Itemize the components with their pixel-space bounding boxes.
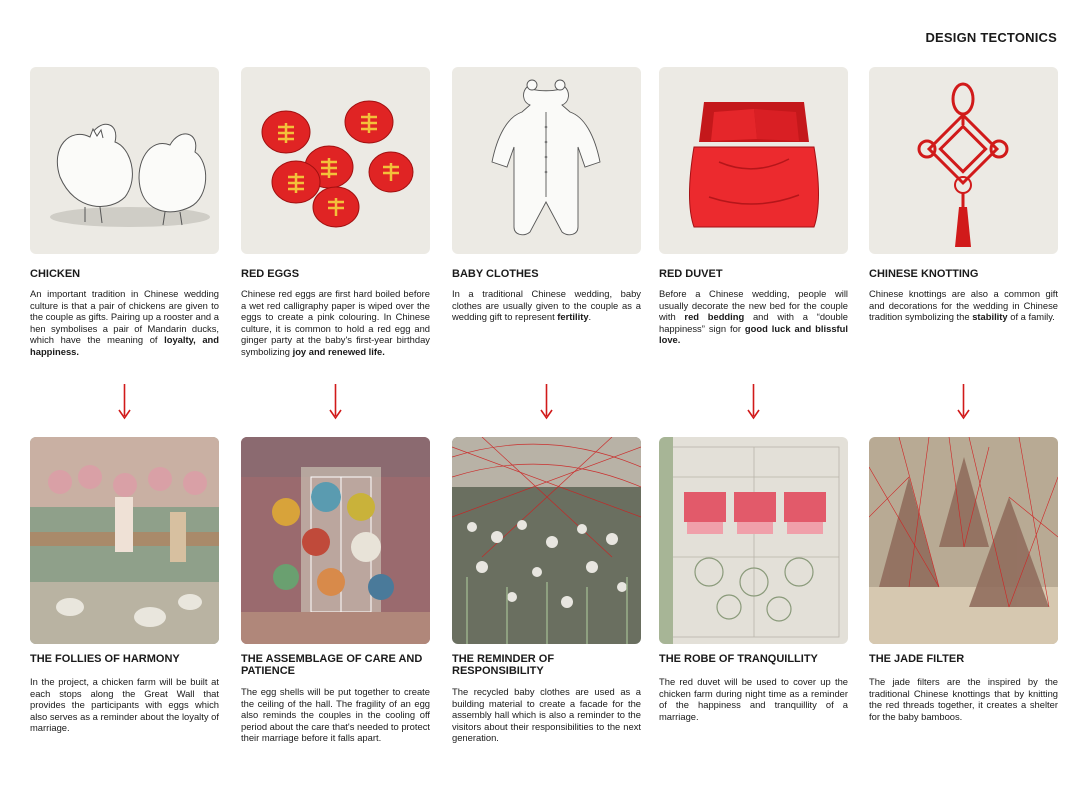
tradition-title: RED EGGS: [241, 268, 300, 280]
chicken-icon: [30, 67, 219, 254]
design-title: THE FOLLIES OF HARMONY: [30, 653, 180, 665]
design-image: [241, 437, 430, 644]
tradition-title: RED DUVET: [659, 268, 723, 280]
design-title: THE JADE FILTER: [869, 653, 965, 665]
baby-clothes-icon: [452, 67, 641, 254]
design-title: THE REMINDER OF RESPONSIBILITY: [452, 653, 555, 677]
tradition-text: Before a Chinese wedding, people will usually decorate the new bed for the couple with red bedding and with a “double happiness” sign for good luck and blissful love.: [659, 288, 848, 346]
tradition-text: An important tradition in Chinese wedding culture is that a pair of chickens are given to the couple as gifts. Pairing up a rooster and a hen symbolises a pair of Mandarin ducks, which have the meaning of loyalty, and happiness.: [30, 288, 219, 357]
design-title: THE ROBE OF TRANQUILLITY: [659, 653, 818, 665]
red-duvet-icon: [659, 67, 848, 254]
tradition-text: Chinese red eggs are first hard boiled before a wet red calligraphy paper is wiped over the eggs to create a pink colouring. In Chinese culture, it is common to hold a red egg and ginger party at the baby's first-year birthday symbolizing joy and renewed life.: [241, 288, 430, 357]
design-text: The jade filters are the inspired by the traditional Chinese knottings that by knitting the red threads together, it creates a shelter for the baby bamboos.: [869, 676, 1058, 722]
baby-clothes-tile: [452, 67, 641, 254]
chicken-tile: [30, 67, 219, 254]
tradition-title: CHINESE KNOTTING: [869, 268, 979, 280]
page-header: DESIGN TECTONICS: [925, 30, 1057, 45]
red-duvet-tile: [659, 67, 848, 254]
design-text: The egg shells will be put together to create the ceiling of the hall. The fragility of an egg also reminds the couples in the cooling off period about the care that's needed to protect their marriage before it falls apart.: [241, 686, 430, 744]
chinese-knot-icon: [869, 67, 1058, 254]
tradition-text: Chinese knottings are also a common gift and decorations for the wedding in Chinese tradition symbolizing the stability of a family.: [869, 288, 1058, 323]
design-image: [869, 437, 1058, 644]
tradition-text: In a traditional Chinese wedding, baby clothes are usually given to the couple as a wedding gift to represent fertility.: [452, 288, 641, 323]
arrow-down-icon: [30, 382, 219, 422]
arrow-down-icon: [869, 382, 1058, 422]
design-text: The recycled baby clothes are used as a building material to create a facade for the assembly hall which is also a reminder to the visitors about their responsibilities to the next generation.: [452, 686, 641, 744]
arrow-down-icon: [452, 382, 641, 422]
design-image: [659, 437, 848, 644]
design-text: In the project, a chicken farm will be built at each stops along the Great Wall that provides the participants with eggs which also serves as a reminder about the loyalty of marriage.: [30, 676, 219, 734]
red-eggs-icon: [241, 67, 430, 254]
tradition-title: BABY CLOTHES: [452, 268, 539, 280]
design-title: THE ASSEMBLAGE OF CARE AND PATIENCE: [241, 653, 423, 677]
design-image: [452, 437, 641, 644]
red-eggs-tile: [241, 67, 430, 254]
tradition-title: CHICKEN: [30, 268, 81, 280]
arrow-down-icon: [659, 382, 848, 422]
design-text: The red duvet will be used to cover up the chicken farm during night time as a reminder of the happiness and tranquillity of a marriage.: [659, 676, 848, 722]
chinese-knot-tile: [869, 67, 1058, 254]
design-image: [30, 437, 219, 644]
arrow-down-icon: [241, 382, 430, 422]
